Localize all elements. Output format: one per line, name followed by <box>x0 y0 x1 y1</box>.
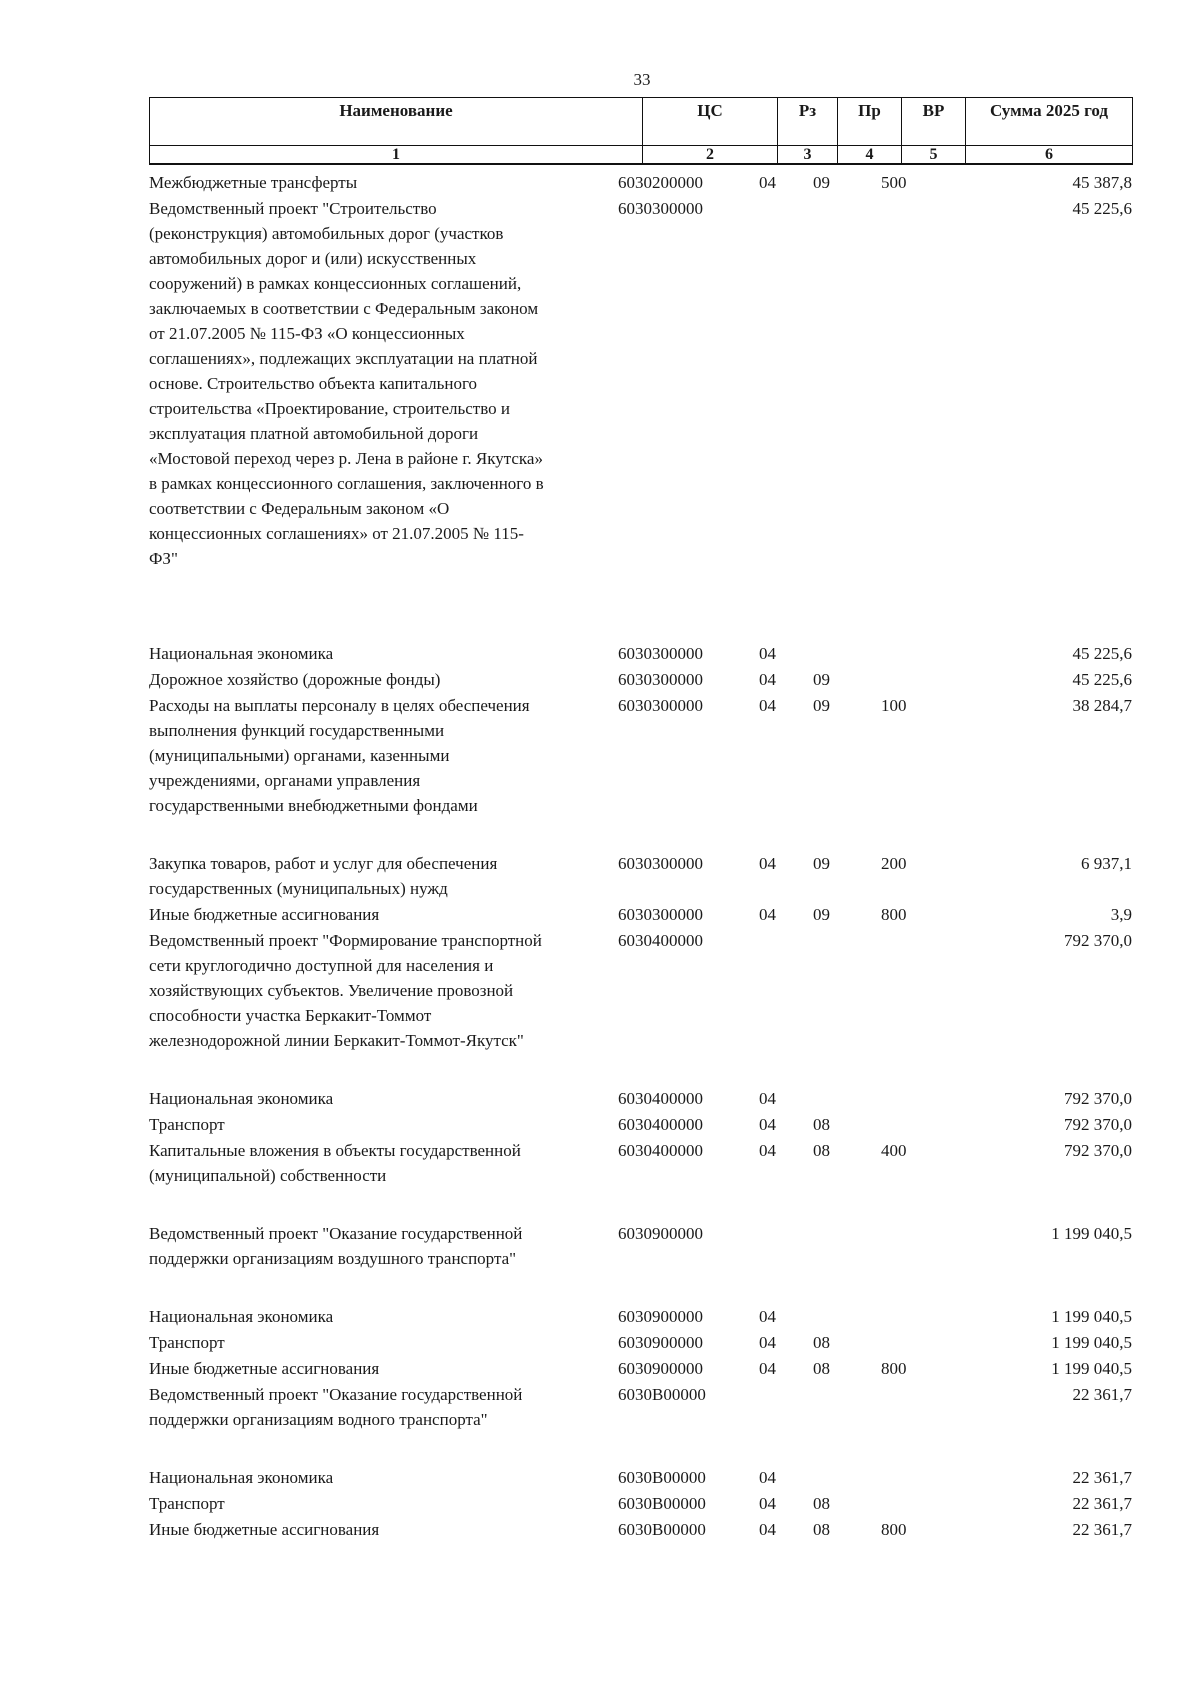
row-rz-code: 04 <box>759 854 776 873</box>
row-vr-code: 800 <box>881 905 907 924</box>
row-pr-code: 08 <box>813 1141 830 1160</box>
row-sum: 792 370,0 <box>1064 1115 1132 1134</box>
row-cs-code: 6030400000 <box>618 1089 703 1108</box>
row-name: Транспорт <box>149 1494 225 1513</box>
row-pr-code: 09 <box>813 854 830 873</box>
column-number: 1 <box>150 146 643 165</box>
row-sum: 1 199 040,5 <box>1051 1359 1132 1378</box>
column-number: 3 <box>778 146 838 165</box>
row-sum: 792 370,0 <box>1064 931 1132 950</box>
row-vr-code: 400 <box>881 1141 907 1160</box>
row-rz-code: 04 <box>759 1307 776 1326</box>
row-sum: 22 361,7 <box>1072 1520 1132 1539</box>
table-row <box>149 851 1132 901</box>
row-sum: 1 199 040,5 <box>1051 1333 1132 1352</box>
row-pr-code: 08 <box>813 1494 830 1513</box>
row-rz-code: 04 <box>759 1141 776 1160</box>
row-sum: 45 225,6 <box>1072 644 1132 663</box>
table-body <box>149 170 1132 1543</box>
table-row <box>149 667 1132 692</box>
table-row <box>149 902 1132 927</box>
row-name: Расходы на выплаты персоналу в целях обеспечения выполнения функций государственными (муниципальными) органами, казенными учреждениями, органами управления государственными внебюджетными фондами <box>149 696 530 815</box>
row-name: Национальная экономика <box>149 644 334 663</box>
header-rz: Рз <box>778 98 838 146</box>
row-cs-code: 6030900000 <box>618 1224 703 1243</box>
row-cs-code: 6030300000 <box>618 644 703 663</box>
table-row <box>149 196 1132 571</box>
row-name: Иные бюджетные ассигнования <box>149 1520 380 1539</box>
row-sum: 45 225,6 <box>1072 199 1132 218</box>
row-sum: 45 387,8 <box>1072 173 1132 192</box>
table-header <box>149 97 1133 165</box>
row-cs-code: 6030300000 <box>618 696 703 715</box>
table-row <box>149 693 1132 818</box>
row-vr-code: 500 <box>881 173 907 192</box>
row-rz-code: 04 <box>759 1468 776 1487</box>
column-number: 4 <box>838 146 902 165</box>
row-sum: 22 361,7 <box>1072 1494 1132 1513</box>
row-cs-code: 6030400000 <box>618 931 703 950</box>
table-row <box>149 1465 1132 1490</box>
row-name: Транспорт <box>149 1333 225 1352</box>
row-sum: 792 370,0 <box>1064 1141 1132 1160</box>
row-sum: 3,9 <box>1110 905 1132 924</box>
row-name: Иные бюджетные ассигнования <box>149 1359 380 1378</box>
column-number: 6 <box>966 146 1133 165</box>
row-rz-code: 04 <box>759 696 776 715</box>
column-number: 5 <box>902 146 966 165</box>
row-cs-code: 6030900000 <box>618 1333 703 1352</box>
row-rz-code: 04 <box>759 1089 776 1108</box>
page-number: 33 <box>633 70 651 89</box>
row-pr-code: 09 <box>813 173 830 192</box>
row-cs-code: 6030В00000 <box>618 1468 706 1487</box>
row-cs-code: 6030В00000 <box>618 1385 706 1404</box>
row-vr-code: 200 <box>881 854 907 873</box>
row-name: Ведомственный проект "Оказание государственной поддержки организациям водного транспорта" <box>149 1385 523 1429</box>
row-vr-code: 800 <box>881 1359 907 1378</box>
row-cs-code: 6030900000 <box>618 1307 703 1326</box>
table-row <box>149 1382 1132 1432</box>
row-sum: 22 361,7 <box>1072 1385 1132 1404</box>
row-name: Капитальные вложения в объекты государственной (муниципальной) собственности <box>149 1141 521 1185</box>
row-pr-code: 09 <box>813 696 830 715</box>
header-name: Наименование <box>150 98 643 146</box>
row-sum: 792 370,0 <box>1064 1089 1132 1108</box>
row-name: Ведомственный проект "Оказание государственной поддержки организациям воздушного транспорта" <box>149 1224 523 1268</box>
table-row <box>149 1221 1132 1271</box>
row-pr-code: 09 <box>813 905 830 924</box>
row-name: Ведомственный проект "Формирование транспортной сети круглогодично доступной для населения и хозяйствующих субъектов. Увеличение провозной способности участка Беркакит-Томмот железнодорожной линии Беркакит-Томмот-Якутск" <box>149 931 542 1050</box>
row-cs-code: 6030400000 <box>618 1115 703 1134</box>
table-row <box>149 1330 1132 1355</box>
table-row <box>149 928 1132 1053</box>
row-cs-code: 6030В00000 <box>618 1494 706 1513</box>
row-rz-code: 04 <box>759 173 776 192</box>
row-cs-code: 6030300000 <box>618 199 703 218</box>
row-cs-code: 6030300000 <box>618 905 703 924</box>
row-pr-code: 08 <box>813 1520 830 1539</box>
row-rz-code: 04 <box>759 644 776 663</box>
row-cs-code: 6030300000 <box>618 854 703 873</box>
header-sum: Сумма 2025 год <box>966 98 1133 146</box>
row-name: Закупка товаров, работ и услуг для обеспечения государственных (муниципальных) нужд <box>149 854 498 898</box>
row-name: Национальная экономика <box>149 1307 334 1326</box>
table-row <box>149 1517 1132 1542</box>
table-row <box>149 1356 1132 1381</box>
row-cs-code: 6030200000 <box>618 173 703 192</box>
table-row <box>149 170 1132 195</box>
row-name: Транспорт <box>149 1115 225 1134</box>
row-name: Межбюджетные трансферты <box>149 173 358 192</box>
row-pr-code: 08 <box>813 1115 830 1134</box>
row-name: Дорожное хозяйство (дорожные фонды) <box>149 670 441 689</box>
row-sum: 1 199 040,5 <box>1051 1224 1132 1243</box>
row-sum: 6 937,1 <box>1081 854 1132 873</box>
row-name: Национальная экономика <box>149 1089 334 1108</box>
row-cs-code: 6030В00000 <box>618 1520 706 1539</box>
row-sum: 45 225,6 <box>1072 670 1132 689</box>
row-rz-code: 04 <box>759 670 776 689</box>
table-row <box>149 1304 1132 1329</box>
row-name: Национальная экономика <box>149 1468 334 1487</box>
header-pr: Пр <box>838 98 902 146</box>
row-cs-code: 6030400000 <box>618 1141 703 1160</box>
row-cs-code: 6030900000 <box>618 1359 703 1378</box>
header-cs: ЦС <box>643 98 778 146</box>
table-row <box>149 1086 1132 1111</box>
row-pr-code: 08 <box>813 1359 830 1378</box>
row-sum: 38 284,7 <box>1072 696 1132 715</box>
row-rz-code: 04 <box>759 1520 776 1539</box>
table-row <box>149 1138 1132 1188</box>
row-rz-code: 04 <box>759 1494 776 1513</box>
table-row <box>149 1491 1132 1516</box>
header-vr: ВР <box>902 98 966 146</box>
row-cs-code: 6030300000 <box>618 670 703 689</box>
row-vr-code: 800 <box>881 1520 907 1539</box>
row-rz-code: 04 <box>759 1333 776 1352</box>
row-rz-code: 04 <box>759 1359 776 1378</box>
table-row <box>149 1112 1132 1137</box>
column-number: 2 <box>643 146 778 165</box>
row-sum: 1 199 040,5 <box>1051 1307 1132 1326</box>
row-sum: 22 361,7 <box>1072 1468 1132 1487</box>
row-name: Ведомственный проект "Строительство (реконструкция) автомобильных дорог (участков автомобильных дорог и (или) искусственных сооружений) в рамках концессионных соглашений, заключаемых в соответствии с Федеральным законом от 21.07.2005 № 115-ФЗ «О концессионных соглашениях», подлежащих эксплуатации на платной основе. Строительство объекта капитального строительства «Проектирование, строительство и эксплуатация платной автомобильной дороги «Мостовой переход через р. Лена в районе г. Якутска» в рамках концессионного соглашения, заключенного в соответствии с Федеральным законом «О концессионных соглашениях» от 21.07.2005 № 115- ФЗ" <box>149 199 544 568</box>
row-pr-code: 08 <box>813 1333 830 1352</box>
column-number-row <box>150 146 1133 165</box>
row-rz-code: 04 <box>759 1115 776 1134</box>
row-vr-code: 100 <box>881 696 907 715</box>
row-name: Иные бюджетные ассигнования <box>149 905 380 924</box>
header-row <box>150 98 1133 146</box>
row-rz-code: 04 <box>759 905 776 924</box>
table-row <box>149 641 1132 666</box>
row-pr-code: 09 <box>813 670 830 689</box>
